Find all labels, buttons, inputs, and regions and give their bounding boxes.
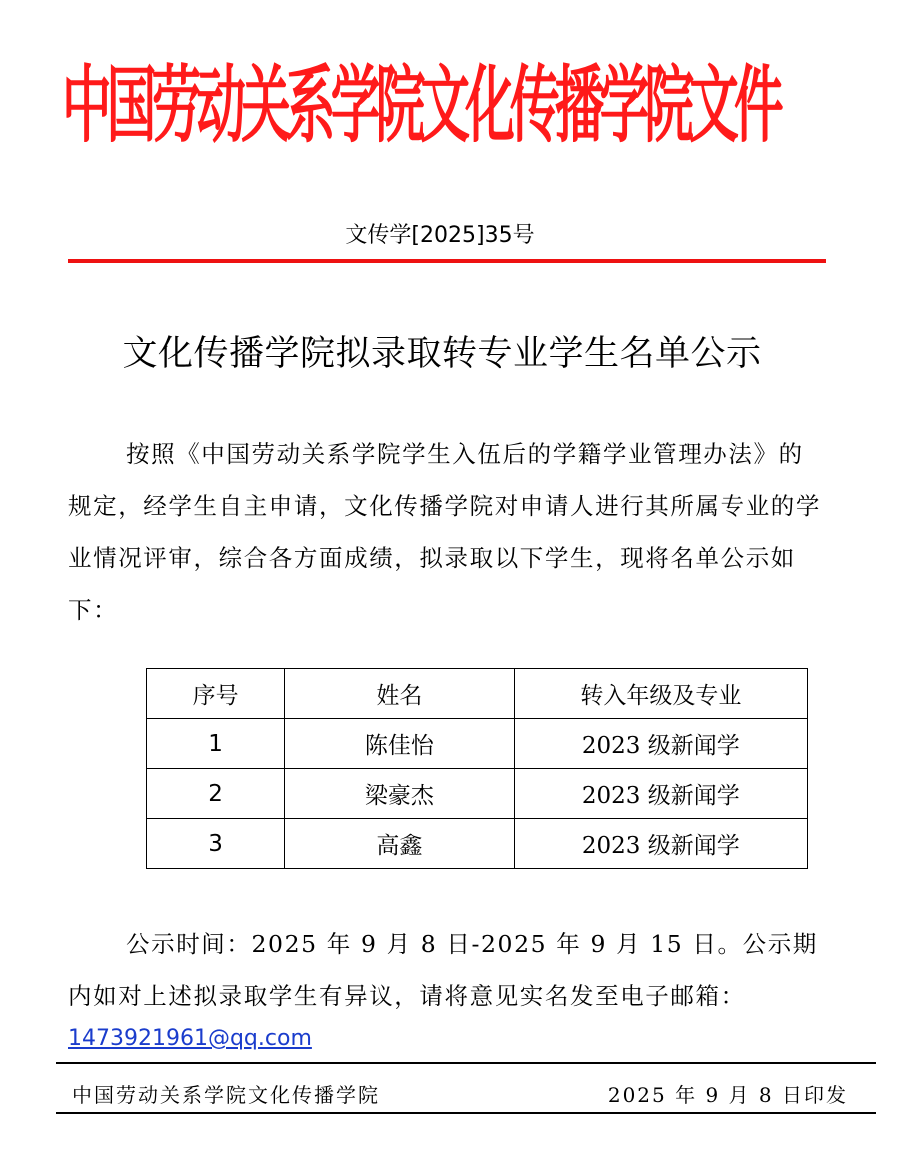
- footer-top-rule: [56, 1062, 876, 1064]
- cell-name: 陈佳怡: [285, 719, 515, 769]
- intro-paragraph: 按照《中国劳动关系学院学生入伍后的学籍学业管理办法》的规定，经学生自主申请，文化传播学院对申请人进行其所属专业的学业情况评审，综合各方面成绩，拟录取以下学生，现将名单公示如下：: [68, 440, 821, 624]
- table-row: [147, 819, 808, 869]
- cell-major: 2023 级新闻学: [514, 769, 807, 819]
- contact-email-link[interactable]: 1473921961@qq.com: [68, 1026, 312, 1051]
- cell-major: 2023 级新闻学: [514, 719, 807, 769]
- footer-issue-date: 2025 年 9 月 8 日印发: [607, 1083, 848, 1107]
- table-header-row: [147, 669, 808, 719]
- footer-organization: 中国劳动关系学院文化传播学院: [72, 1083, 380, 1107]
- cell-name: 梁豪杰: [285, 769, 515, 819]
- notice-title: 文化传播学院拟录取转专业学生名单公示: [122, 334, 762, 374]
- document-number: 文传学[2025]35号: [345, 223, 535, 248]
- notice-period-paragraph: 公示时间：2025 年 9 月 8 日-2025 年 9 月 15 日。公示期内如对上述拟录取学生有异议，请将意见实名发至电子邮箱：: [68, 930, 818, 1010]
- cell-name: 高鑫: [285, 819, 515, 869]
- table-row: [147, 719, 808, 769]
- footer-bottom-rule: [56, 1112, 876, 1114]
- table-row: [147, 769, 808, 819]
- header-serial: 序号: [147, 669, 285, 719]
- cell-serial: 3: [147, 819, 285, 869]
- cell-serial: 2: [147, 769, 285, 819]
- cell-serial: 1: [147, 719, 285, 769]
- red-divider: [68, 259, 826, 263]
- header-name: 姓名: [285, 669, 515, 719]
- admitted-students-table: [146, 668, 808, 869]
- document-masthead: 中国劳动关系学院文化传播学院文件: [62, 55, 779, 155]
- header-major: 转入年级及专业: [514, 669, 807, 719]
- cell-major: 2023 级新闻学: [514, 819, 807, 869]
